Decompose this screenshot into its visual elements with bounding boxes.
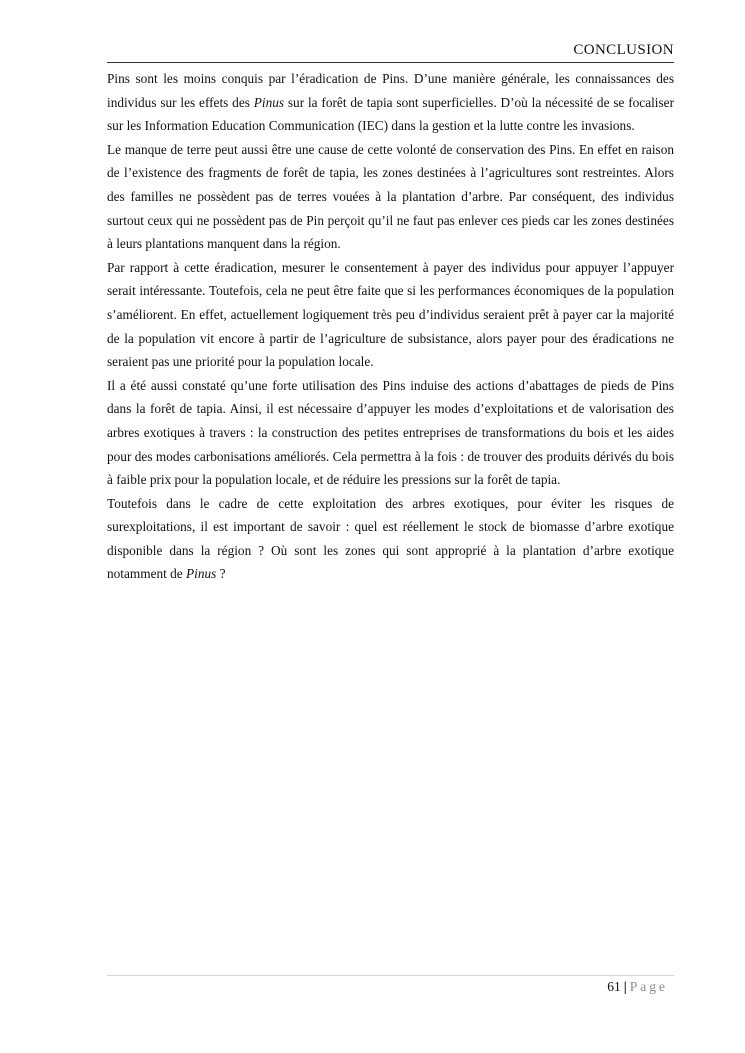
page-footer (107, 975, 674, 994)
paragraph-1-text-a: Pins sont les moins conquis par l’éradication de Pins. D’une manière générale, les connaissances des individus sur les effets des (107, 71, 674, 110)
paragraph-5 (107, 492, 674, 586)
paragraph-5-text-a: Toutefois dans le cadre de cette exploitation des arbres exotiques, pour éviter les risques de surexploitations, il est important de savoir : quel est réellement le stock de biomasse d’arbre exotique disponible dans la région ? Où sont les zones qui sont approprié à la plantation d’arbre exotique notamment de (107, 495, 674, 582)
paragraph-5-text-b: ? (216, 566, 226, 582)
paragraph-2: Le manque de terre peut aussi être une cause de cette volonté de conservation des Pins. En effet en raison de l’existence des fragments de forêt de tapia, les zones destinées à l’agricultures sont restreintes. Alors des familles ne possèdent pas de terres vouées à la plantation d’arbre. Par conséquent, des individus surtout ceux qui ne possèdent pas de Pin perçoit qu’il ne faut pas enlever ces pieds car les zones destinées à leurs plantations manquent dans la région. (107, 141, 674, 252)
paragraph-3: Par rapport à cette éradication, mesurer le consentement à payer des individus pour appuyer l’appuyer serait intéressante. Toutefois, cela ne peut être faite que si les performances économiques de la population s’améliorent. En effet, actuellement logiquement très peu d’individus seraient prêt à payer car la majorité de la population vit encore à partir de l’agriculture de subsistance, alors payer pour des éradications ne seraient pas une priorité pour la population locale. (107, 259, 674, 370)
paragraph-4: Il a été aussi constaté qu’une forte utilisation des Pins induise des actions d’abattages de pieds de Pins dans la forêt de tapia. Ainsi, il est nécessaire d’appuyer les modes d’exploitations et de valorisation des arbres exotiques à travers : la construction des petites entreprises de transformations du bois et les aides pour des modes carbonisations améliorés. Cela permettra à la fois : de trouver des produits dérivés du bois à faible prix pour la population locale, et de réduire les pressions sur la forêt de tapia. (107, 377, 674, 488)
page-header (107, 42, 674, 63)
header-title: CONCLUSION (573, 42, 674, 58)
paragraph-1-text-b: sur la forêt de tapia sont superficielles. D’où la nécessité de se focaliser sur les Information Education Communication (IEC) dans la gestion et la lutte contre les invasions. (107, 94, 675, 134)
paragraph-5-italic-pinus: Pinus (186, 566, 217, 582)
page-label: Page (629, 979, 668, 994)
paragraph-1 (107, 67, 674, 138)
paragraph-1-italic-pinus: Pinus (253, 94, 285, 110)
body-text (107, 67, 674, 586)
page-number: 61 (607, 979, 621, 994)
page-number-block (607, 979, 668, 995)
page-separator: | (623, 979, 627, 994)
